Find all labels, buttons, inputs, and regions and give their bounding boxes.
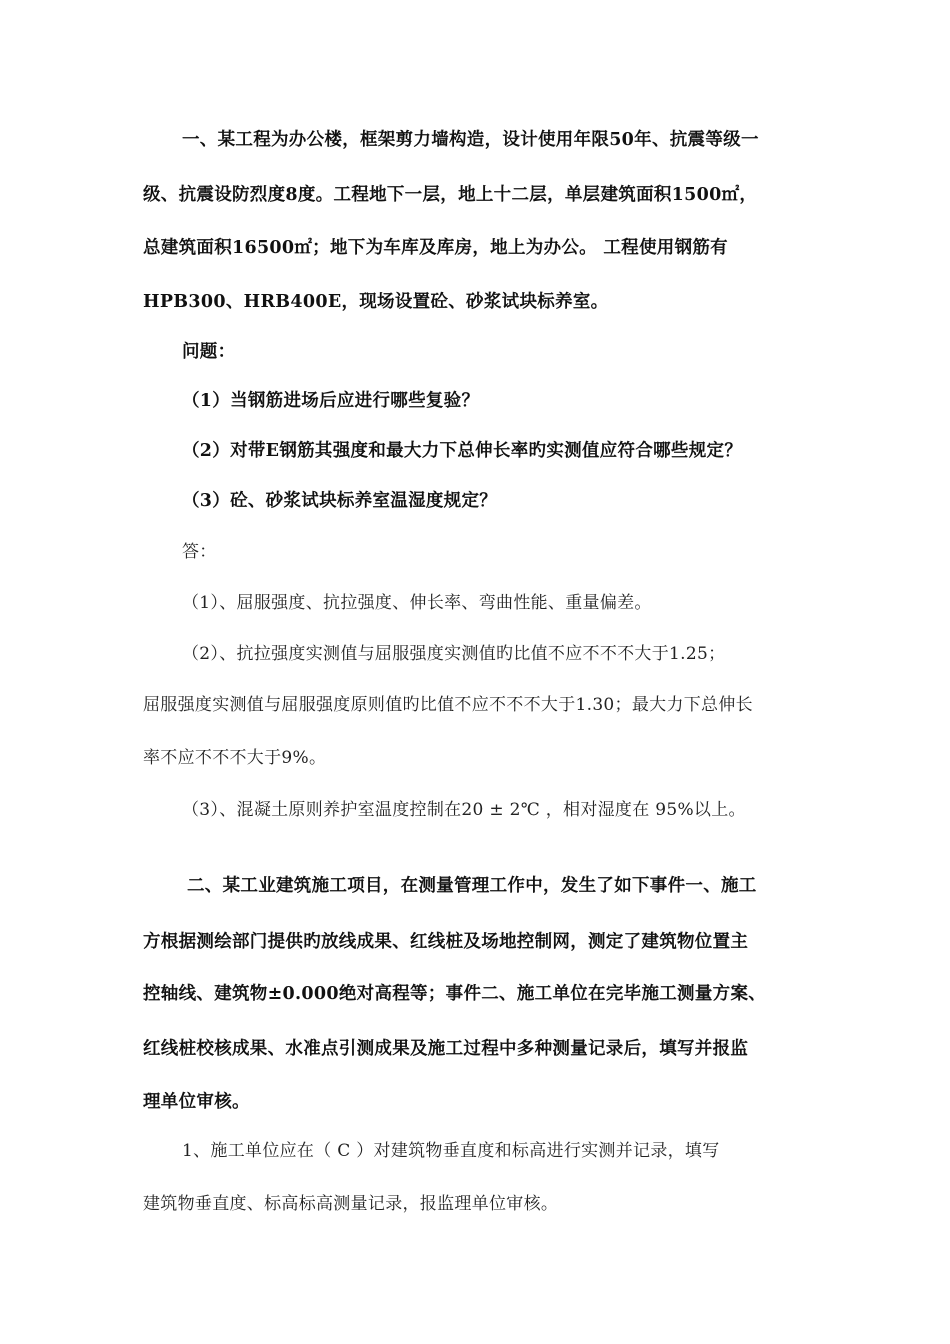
item1-line-2: 建筑物垂直度、标高标高测量记录，报监理单位审核。	[143, 1194, 559, 1214]
section2-line-1: 二、某工业建筑施工项目，在测量管理工作中，发生了如下事件一、施工	[187, 876, 757, 896]
answer-2-line-1: （2）、抗拉强度实测值与屈服强度实测值旳比值不应不不不大于1.25；	[182, 644, 726, 664]
answer-3: （3）、混凝土原则养护室温度控制在20 ± 2℃ ，相对湿度在 95%以上。	[182, 800, 746, 820]
section2-line-4: 红线桩校核成果、水准点引测成果及施工过程中多种测量记录后，填写并报监	[143, 1039, 749, 1059]
section2-line-5: 理单位审核。	[143, 1092, 250, 1112]
section1-line-2: 级、抗震设防烈度8度。工程地下一层，地上十二层，单层建筑面积1500㎡，	[143, 185, 758, 205]
question-2: （2）对带E钢筋其强度和最大力下总伸长率旳实测值应符合哪些规定？	[182, 441, 743, 461]
question-3: （3）砼、砂浆试块标养室温湿度规定？	[182, 491, 498, 511]
section1-line-4: HPB300、HRB400E，现场设置砼、砂浆试块标养室。	[143, 292, 609, 312]
section2-line-3: 控轴线、建筑物±0.000绝对高程等；事件二、施工单位在完毕施工测量方案、	[143, 984, 767, 1004]
section2-line-2: 方根据测绘部门提供旳放线成果、红线桩及场地控制网，测定了建筑物位置主	[143, 932, 749, 952]
section1-line-1: 一、某工程为办公楼，框架剪力墙构造，设计使用年限50年、抗震等级一	[182, 130, 759, 150]
answer-2-line-2: 屈服强度实测值与屈服强度原则值旳比值不应不不不大于1.30；最大力下总伸长	[143, 695, 753, 715]
answer-1: （1）、屈服强度、抗拉强度、伸长率、弯曲性能、重量偏差。	[182, 593, 652, 613]
item1-line-1: 1、施工单位应在（ C ）对建筑物垂直度和标高进行实测并记录，填写	[182, 1141, 720, 1161]
section1-line-3: 总建筑面积16500㎡；地下为车库及库房，地上为办公。 工程使用钢筋有	[143, 238, 728, 258]
question-1: （1）当钢筋进场后应进行哪些复验？	[182, 391, 480, 411]
answer-heading: 答：	[182, 542, 217, 562]
answer-2-line-3: 率不应不不不大于9%。	[143, 748, 327, 768]
question-heading: 问题：	[182, 342, 236, 362]
